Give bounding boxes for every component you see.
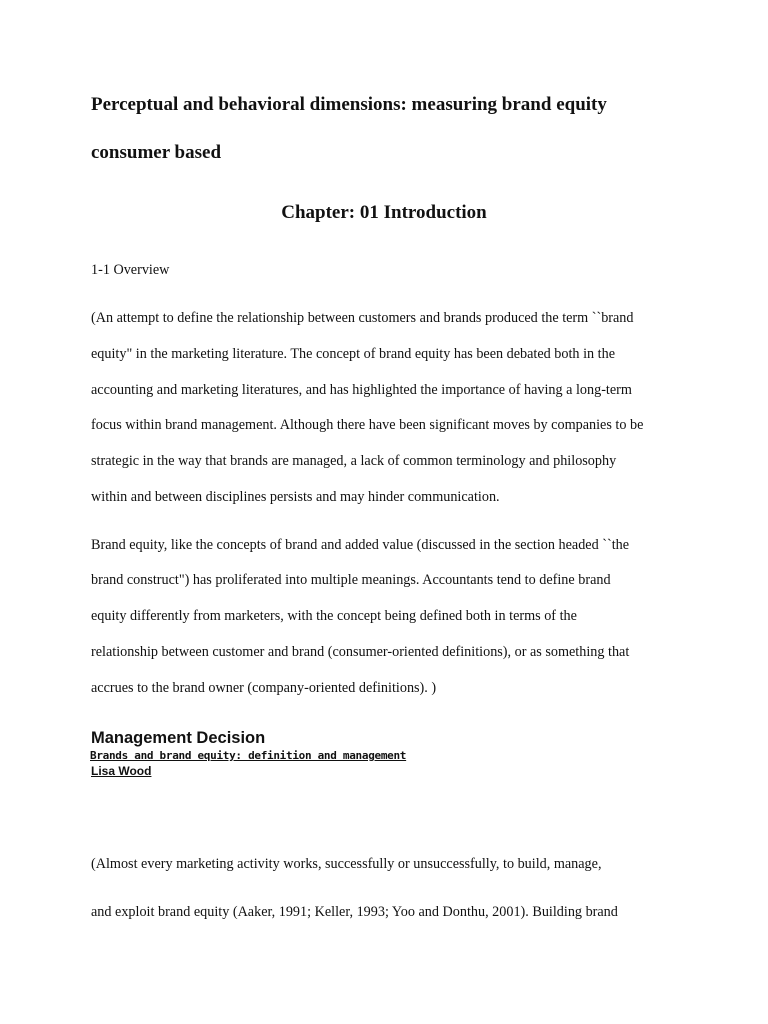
paragraph-line: relationship between customer and brand (consumer-oriented definitions), or as something that [91,644,630,660]
paragraph-line: within and between disciplines persists and may hinder communication. [91,489,500,505]
paragraph-line: focus within brand management. Although there have been significant moves by companies to be [91,417,644,433]
paragraph-line: (An attempt to define the relationship between customers and brands produced the term ``brand [91,310,634,326]
document-title-line-2: consumer based [91,142,222,163]
paragraph-line: equity" in the marketing literature. The concept of brand equity has been debated both in the [91,346,615,362]
document-title-line-1: Perceptual and behavioral dimensions: measuring brand equity [91,94,607,115]
paragraph-line: (Almost every marketing activity works, successfully or unsuccessfully, to build, manage, [91,856,602,872]
section-heading: 1-1 Overview [91,262,170,278]
paragraph-line: Brand equity, like the concepts of brand and added value (discussed in the section headed ``the [91,537,630,553]
chapter-heading: Chapter: 01 Introduction [281,202,487,223]
paragraph-line: strategic in the way that brands are managed, a lack of common terminology and philosophy [91,453,617,469]
paragraph-line: brand construct") has proliferated into multiple meanings. Accountants tend to define brand [91,572,611,588]
journal-name: Management Decision [91,729,266,747]
paragraph-line: equity differently from marketers, with the concept being defined both in terms of the [91,608,577,624]
paragraph-line: and exploit brand equity (Aaker, 1991; Keller, 1993; Yoo and Donthu, 2001). Building brand [91,904,618,920]
article-title-link[interactable]: Brands and brand equity: definition and management [90,749,407,762]
paragraph-line: accrues to the brand owner (company-oriented definitions). ) [91,680,437,696]
paragraph-line: accounting and marketing literatures, and has highlighted the importance of having a long-term [91,382,632,398]
author-link[interactable]: Lisa Wood [91,764,152,778]
